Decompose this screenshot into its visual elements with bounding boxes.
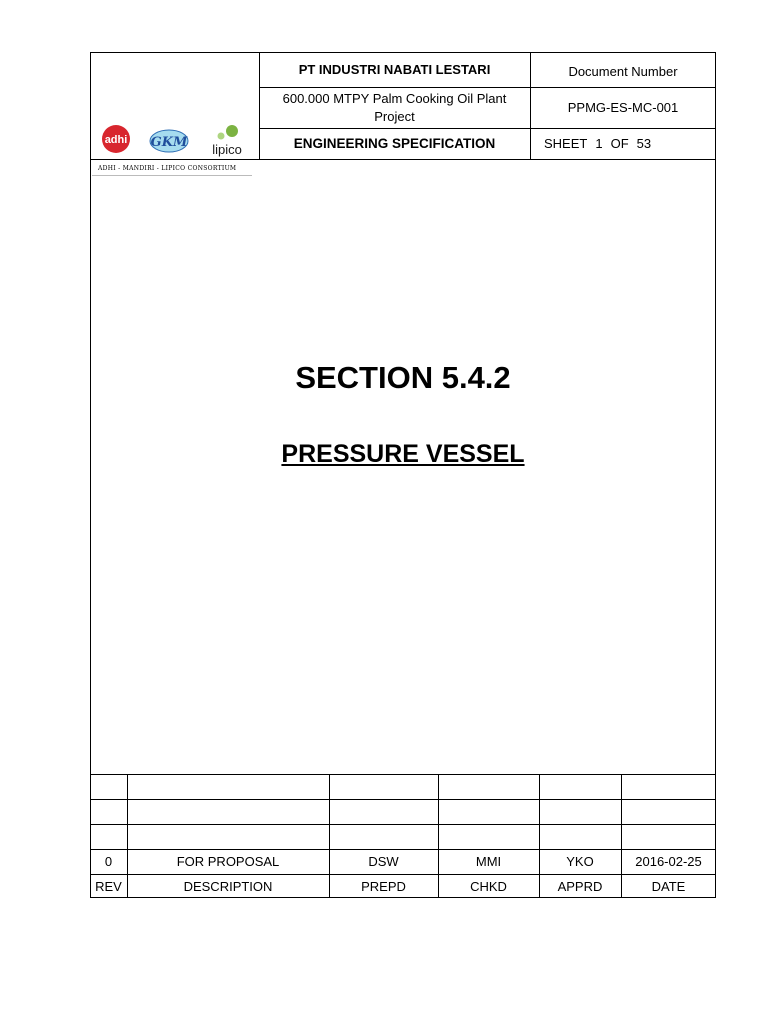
document-number: PPMG-ES-MC-001 [567, 100, 679, 115]
rev-header-apprd: APPRD [557, 878, 603, 894]
gkm-logo [148, 128, 190, 159]
rev-line-3 [90, 824, 716, 825]
document-number-label: Document Number [568, 63, 678, 79]
adhi-logo [100, 124, 134, 161]
rev-cell: 0 [104, 854, 113, 869]
rev-header-description: DESCRIPTION [183, 878, 273, 894]
sheet-total: 53 [636, 136, 652, 151]
rev-cell: 2016-02-25 [635, 854, 702, 869]
rev-header-chkd: CHKD [470, 878, 507, 894]
project-name: 600.000 MTPY Palm Cooking Oil Plant Project [282, 90, 507, 124]
consortium-banner: ADHI - MANDIRI - LIPICO CONSORTIUM [92, 162, 252, 176]
rev-line-1 [90, 774, 716, 775]
sheet-of: OF [610, 136, 629, 151]
lipico-logo [205, 124, 249, 163]
sheet-label: SHEET [544, 136, 588, 151]
rev-header-prepd: PREPD [361, 878, 406, 894]
header-line-bottom [90, 159, 716, 160]
rev-cell: MMI [475, 854, 502, 869]
rev-cell: FOR PROPOSAL [176, 854, 280, 869]
svg-text:adhi: adhi [104, 134, 128, 146]
svg-text:GKM: GKM [150, 135, 188, 150]
rev-cell: YKO [566, 854, 594, 869]
company-name: PT INDUSTRI NABATI LESTARI [298, 62, 491, 77]
rev-line-2 [90, 799, 716, 800]
section-number: SECTION 5.4.2 [295, 360, 511, 395]
svg-text:lipico: lipico [212, 142, 242, 157]
rev-cell: DSW [368, 854, 399, 869]
rev-header-date: DATE [651, 878, 686, 894]
document-frame [90, 52, 716, 898]
document-type: ENGINEERING SPECIFICATION [293, 136, 496, 151]
sheet-info [530, 128, 716, 159]
sheet-current: 1 [595, 136, 603, 151]
document-title: PRESSURE VESSEL [281, 440, 525, 468]
rev-header-rev: REV [95, 878, 122, 894]
